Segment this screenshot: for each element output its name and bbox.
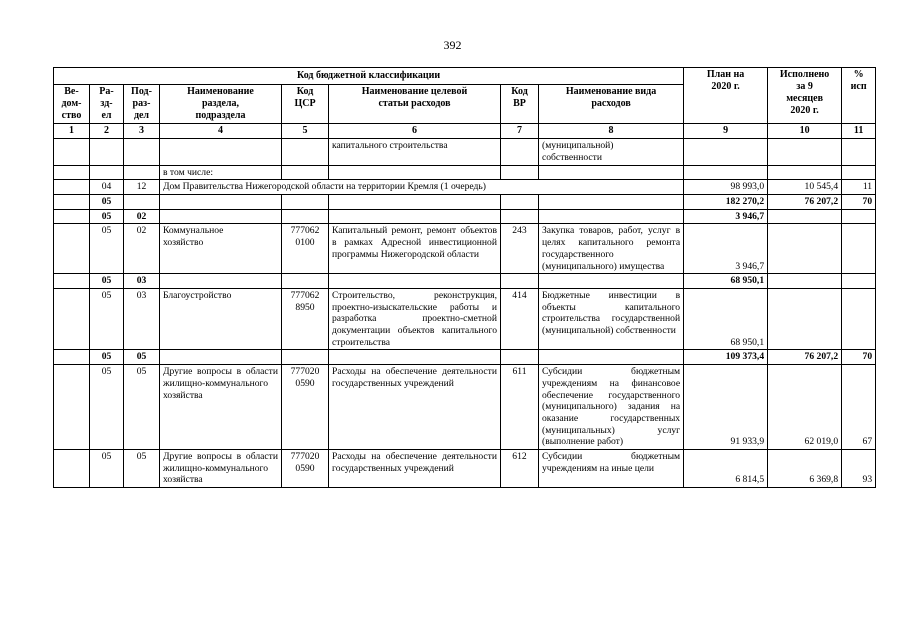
header-vedomstvo: Ве- дом- ство (54, 85, 90, 124)
column-number-row (54, 124, 876, 139)
col-number: 3 (124, 124, 160, 139)
csr-cell: 777062 8950 (282, 288, 329, 350)
plan-cell: 3 946,7 (684, 209, 768, 224)
col-number: 11 (842, 124, 876, 139)
plan-cell: 98 993,0 (684, 180, 768, 195)
table-row (54, 274, 876, 289)
table-row (54, 195, 876, 210)
section-cell: в том числе: (160, 165, 282, 180)
vr-cell: 611 (501, 365, 539, 450)
header-plan: План на 2020 г. (684, 68, 768, 124)
object-name-cell: Дом Правительства Нижегородской области на территории Кремля (1 очередь) (160, 180, 684, 195)
percent-cell: 93 (842, 450, 876, 488)
razdel-cell: 05 (90, 365, 124, 450)
razdel-cell: 05 (90, 209, 124, 224)
percent-cell: 70 (842, 350, 876, 365)
expense-cell: Субсидии бюджетным учреждениям на финансовое обеспечение государственного (муниципального) задания на оказание государственных (муниципальных) услуг (выполнение работ) (539, 365, 684, 450)
podrazdel-cell: 12 (124, 180, 160, 195)
executed-cell: 62 019,0 (768, 365, 842, 450)
col-number: 9 (684, 124, 768, 139)
col-number: 6 (329, 124, 501, 139)
expense-cell: Бюджетные инвестиции в объекты капитального строительства государственной (муниципальной) собственности (539, 288, 684, 350)
razdel-cell: 05 (90, 450, 124, 488)
header-podrazdel: Под- раз- дел (124, 85, 160, 124)
table-row (54, 209, 876, 224)
table-row (54, 365, 876, 450)
header-name-section: Наименование раздела, подраздела (160, 85, 282, 124)
vr-cell: 414 (501, 288, 539, 350)
header-executed: Исполнено за 9 месяцев 2020 г. (768, 68, 842, 124)
plan-cell: 6 814,5 (684, 450, 768, 488)
col-number: 8 (539, 124, 684, 139)
header-name-expense: Наименование вида расходов (539, 85, 684, 124)
executed-cell: 76 207,2 (768, 350, 842, 365)
section-cell: Благоустройство (160, 288, 282, 350)
header-percent: % исп (842, 68, 876, 124)
podrazdel-cell: 05 (124, 450, 160, 488)
percent-cell: 70 (842, 195, 876, 210)
article-cell: Строительство, реконструкция, проектно-изыскательские работы и разработка проектно-сметной документации объектов капитального строительства (329, 288, 501, 350)
page-number: 392 (443, 38, 462, 52)
razdel-cell: 05 (90, 274, 124, 289)
article-cell: Расходы на обеспечение деятельности государственных учреждений (329, 365, 501, 450)
csr-cell: 777020 0590 (282, 450, 329, 488)
col-number: 10 (768, 124, 842, 139)
percent-cell: 67 (842, 365, 876, 450)
executed-cell: 10 545,4 (768, 180, 842, 195)
vr-cell: 612 (501, 450, 539, 488)
plan-cell: 68 950,1 (684, 288, 768, 350)
razdel-cell: 04 (90, 180, 124, 195)
col-number: 1 (54, 124, 90, 139)
plan-cell: 3 946,7 (684, 224, 768, 274)
razdel-cell: 05 (90, 195, 124, 210)
podrazdel-cell: 02 (124, 209, 160, 224)
section-cell: Коммунальное хозяйство (160, 224, 282, 274)
csr-cell: 777062 0100 (282, 224, 329, 274)
plan-cell: 68 950,1 (684, 274, 768, 289)
plan-cell: 109 373,4 (684, 350, 768, 365)
header-csr: Код ЦСР (282, 85, 329, 124)
col-number: 4 (160, 124, 282, 139)
section-cell: Другие вопросы в области жилищно-коммунального хозяйства (160, 365, 282, 450)
percent-cell: 11 (842, 180, 876, 195)
executed-cell: 76 207,2 (768, 195, 842, 210)
podrazdel-cell: 03 (124, 274, 160, 289)
table-row (54, 450, 876, 488)
csr-cell: 777020 0590 (282, 365, 329, 450)
col-number: 7 (501, 124, 539, 139)
razdel-cell: 05 (90, 350, 124, 365)
table-row (54, 165, 876, 180)
plan-cell: 91 933,9 (684, 365, 768, 450)
article-cell: капитального строительства (329, 139, 501, 165)
plan-cell: 182 270,2 (684, 195, 768, 210)
expense-cell: (муниципальной) собственности (539, 139, 684, 165)
podrazdel-cell: 03 (124, 288, 160, 350)
budget-table (53, 67, 876, 488)
podrazdel-cell: 02 (124, 224, 160, 274)
article-cell: Расходы на обеспечение деятельности государственных учреждений (329, 450, 501, 488)
podrazdel-cell: 05 (124, 350, 160, 365)
razdel-cell: 05 (90, 224, 124, 274)
header-group-title: Код бюджетной классификации (54, 68, 684, 85)
executed-cell: 6 369,8 (768, 450, 842, 488)
header-name-article: Наименование целевой статьи расходов (329, 85, 501, 124)
podrazdel-cell: 05 (124, 365, 160, 450)
table-row (54, 288, 876, 350)
header-vr: Код ВР (501, 85, 539, 124)
table-row (54, 180, 876, 195)
article-cell: Капитальный ремонт, ремонт объектов в рамках Адресной инвестиционной программы Нижегородской области (329, 224, 501, 274)
expense-cell: Субсидии бюджетным учреждениям на иные цели (539, 450, 684, 488)
table-row (54, 224, 876, 274)
col-number: 5 (282, 124, 329, 139)
table-row (54, 350, 876, 365)
vr-cell: 243 (501, 224, 539, 274)
header-razdel: Ра- зд- ел (90, 85, 124, 124)
section-cell: Другие вопросы в области жилищно-коммунального хозяйства (160, 450, 282, 488)
expense-cell: Закупка товаров, работ, услуг в целях капитального ремонта государственного (муниципального) имущества (539, 224, 684, 274)
razdel-cell: 05 (90, 288, 124, 350)
col-number: 2 (90, 124, 124, 139)
table-row (54, 139, 876, 165)
header-row (54, 68, 876, 85)
